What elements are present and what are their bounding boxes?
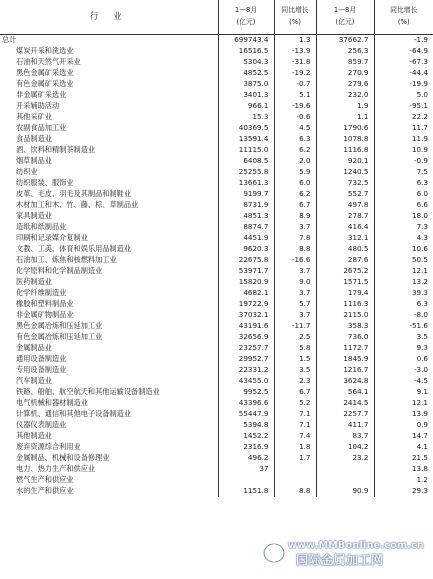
growth-cell-1: -0.7 (274, 79, 316, 90)
growth-cell-1: 6.7 (274, 200, 316, 211)
growth-cell-2: 9.3 (374, 343, 433, 354)
growth-cell-1: -13.9 (274, 46, 316, 57)
growth-cell-2: 0.9 (374, 420, 433, 431)
value-cell-2: 416.4 (316, 222, 374, 233)
growth-cell-1: 5.1 (274, 90, 316, 101)
watermark-name: 国际金属加工网 (296, 553, 384, 567)
growth-cell-2: -51.6 (374, 321, 433, 332)
growth-cell-2: 18.0 (374, 211, 433, 222)
table-row (0, 376, 433, 387)
value-cell-2: 1216.7 (316, 365, 374, 376)
industry-name-cell: 印刷和记录媒介复制业 (16, 233, 88, 243)
value-cell-2: 232.0 (316, 90, 374, 101)
value-cell-1: 37 (218, 464, 274, 475)
header-growth-1: 同比增长 (281, 6, 309, 15)
value-cell-2: 287.6 (316, 255, 374, 266)
value-cell-1: 32656.9 (218, 332, 274, 343)
growth-cell-1: 8.8 (274, 486, 316, 497)
value-cell-2: 23.2 (316, 453, 374, 464)
growth-cell-2: 10.6 (374, 244, 433, 255)
industry-name-cell: 废弃资源综合利用业 (16, 442, 81, 452)
growth-cell-1: 1.7 (274, 453, 316, 464)
growth-column-header-2 (374, 0, 433, 34)
value-cell-1: 4682.1 (218, 288, 274, 299)
growth-cell-2: 11.9 (374, 134, 433, 145)
industry-name-cell: 皮革、毛皮、羽毛及其制品和制鞋业 (16, 189, 132, 199)
value-cell-1: 25255.8 (218, 167, 274, 178)
growth-cell-2: 6.3 (374, 178, 433, 189)
value-cell-1: 5394.8 (218, 420, 274, 431)
industry-name-cell: 黑色金属冶炼和压延加工业 (16, 321, 103, 331)
industry-name-cell: 农副食品加工业 (16, 123, 67, 133)
growth-cell-2: -0.9 (374, 156, 433, 167)
industry-name-cell: 仪器仪表制造业 (16, 420, 67, 430)
industry-name-cell: 专用设备制造业 (16, 365, 67, 375)
value-cell-2: 736.0 (316, 332, 374, 343)
growth-cell-2: 29.3 (374, 486, 433, 497)
industry-name-cell: 非金属矿物制品业 (16, 310, 74, 320)
value-cell-2: 1240.5 (316, 167, 374, 178)
value-cell-1: 19722.9 (218, 299, 274, 310)
growth-cell-2: 4.3 (374, 233, 433, 244)
growth-cell-2: 13.2 (374, 277, 433, 288)
value-cell-2: 1078.8 (316, 134, 374, 145)
value-cell-1: 2316.9 (218, 442, 274, 453)
growth-cell-2: 6.6 (374, 200, 433, 211)
value-cell-1: 43455.0 (218, 376, 274, 387)
growth-cell-1: 3.7 (274, 310, 316, 321)
value-cell-1: 53971.7 (218, 266, 274, 277)
growth-cell-2: -95.1 (374, 101, 433, 112)
value-cell-1: 16516.5 (218, 46, 274, 57)
growth-cell-2: -8.0 (374, 310, 433, 321)
value-cell-1: 15.3 (218, 112, 274, 123)
value-cell-1: 4451.9 (218, 233, 274, 244)
growth-cell-1: 7.4 (274, 431, 316, 442)
value-cell-1: 13661.3 (218, 178, 274, 189)
industry-name-cell: 水的生产和供应业 (16, 486, 74, 496)
value-cell-2: 2675.2 (316, 266, 374, 277)
value-cell-2: 497.8 (316, 200, 374, 211)
header-percent-1: (%) (289, 18, 301, 27)
growth-cell-2: 11.7 (374, 123, 433, 134)
value-cell-1: 496.2 (218, 453, 274, 464)
industry-name-cell: 有色金属冶炼和压延加工业 (16, 332, 103, 342)
table-row (0, 453, 433, 464)
value-cell-1: 43191.6 (218, 321, 274, 332)
table-row (0, 112, 433, 123)
globe-logo-icon (262, 542, 288, 564)
value-cell-1: 966.1 (218, 101, 274, 112)
industry-name-cell: 烟草制品业 (16, 156, 52, 166)
industry-name-cell: 电气机械和器材制造业 (16, 398, 88, 408)
growth-cell-2: -67.3 (374, 57, 433, 68)
value-cell-1: 1452.2 (218, 431, 274, 442)
industry-name-cell: 非金属矿采选业 (16, 90, 67, 100)
table-row (0, 101, 433, 112)
industry-name-cell: 其他制造业 (16, 431, 52, 441)
growth-cell-1: 2.3 (274, 376, 316, 387)
growth-cell-1: 5.2 (274, 398, 316, 409)
growth-cell-2: -19.9 (374, 79, 433, 90)
industry-name-cell: 开采辅助活动 (16, 101, 60, 111)
table-row (0, 310, 433, 321)
table-row (0, 211, 433, 222)
table-row (0, 486, 433, 497)
value-cell-2 (316, 464, 374, 475)
growth-cell-1: 6.3 (274, 134, 316, 145)
growth-cell-1: 2.5 (274, 332, 316, 343)
growth-cell-2: 12.1 (374, 266, 433, 277)
industry-name-cell: 石油加工、炼焦和核燃料加工业 (16, 255, 117, 265)
growth-cell-2: -3.0 (374, 365, 433, 376)
growth-cell-1: -31.8 (274, 57, 316, 68)
table-row (0, 365, 433, 376)
industry-name-cell: 造纸和纸制品业 (16, 222, 67, 232)
industry-name-cell: 石油和天然气开采业 (16, 57, 81, 67)
value-cell-1: 9952.5 (218, 387, 274, 398)
growth-cell-2: 0.6 (374, 354, 433, 365)
industry-name-cell: 文教、工美、体育和娱乐用品制造业 (16, 244, 132, 254)
table-row (0, 46, 433, 57)
watermark-site: www.MMBonline.com.cn (288, 540, 425, 551)
value-cell-2: 256.3 (316, 46, 374, 57)
value-cell-1: 55447.9 (218, 409, 274, 420)
value-column-header-2 (316, 0, 374, 34)
industry-name-cell: 家具制造业 (16, 211, 52, 221)
value-cell-2: 1.9 (316, 101, 374, 112)
industry-name-cell: 有色金属矿采选业 (16, 79, 74, 89)
header-period-1: 1—8月 (234, 6, 258, 15)
value-cell-1: 40369.5 (218, 123, 274, 134)
industry-name-cell: 金属制品、机械和设备修理业 (16, 453, 110, 463)
table-row (0, 387, 433, 398)
growth-cell-2: 39.3 (374, 288, 433, 299)
value-column-header-1 (218, 0, 274, 34)
growth-cell-1: 7.8 (274, 233, 316, 244)
growth-cell-2: 3.5 (374, 332, 433, 343)
industry-name-cell: 计算机、通信和其他电子设备制造业 (16, 409, 132, 419)
table-row (0, 123, 433, 134)
table-body (0, 34, 433, 497)
growth-cell-1: -19.2 (274, 68, 316, 79)
industry-name-cell: 汽车制造业 (16, 376, 52, 386)
table-row (0, 79, 433, 90)
table-row (0, 244, 433, 255)
value-cell-2: 552.7 (316, 189, 374, 200)
growth-cell-2: -64.9 (374, 46, 433, 57)
value-cell-1: 37032.1 (218, 310, 274, 321)
value-cell-2: 2257.7 (316, 409, 374, 420)
table-row (0, 442, 433, 453)
value-cell-2: 564.1 (316, 387, 374, 398)
value-cell-1: 8874.7 (218, 222, 274, 233)
value-cell-1: 9620.3 (218, 244, 274, 255)
table-row (0, 475, 433, 486)
value-cell-1: 29952.7 (218, 354, 274, 365)
growth-cell-2: 6.3 (374, 299, 433, 310)
value-cell-2: 1116.3 (316, 299, 374, 310)
value-cell-2: 859.7 (316, 57, 374, 68)
growth-cell-2: 13.9 (374, 409, 433, 420)
table-row (0, 145, 433, 156)
table-row (0, 277, 433, 288)
growth-cell-1: 1.3 (274, 34, 316, 46)
table-row (0, 189, 433, 200)
growth-cell-1: 5.9 (274, 167, 316, 178)
table-row (0, 409, 433, 420)
table-row (0, 299, 433, 310)
growth-cell-1: 6.7 (274, 387, 316, 398)
growth-cell-1: -19.6 (274, 101, 316, 112)
table-row (0, 431, 433, 442)
growth-cell-2: 21.5 (374, 453, 433, 464)
growth-cell-2: 50.5 (374, 255, 433, 266)
value-cell-1: 43396.6 (218, 398, 274, 409)
growth-cell-1: 7.1 (274, 409, 316, 420)
table-row (0, 420, 433, 431)
value-cell-1: 22675.8 (218, 255, 274, 266)
growth-cell-1: 5.8 (274, 343, 316, 354)
value-cell-1: 8731.9 (218, 200, 274, 211)
growth-cell-1: 9.0 (274, 277, 316, 288)
value-cell-2: 1172.7 (316, 343, 374, 354)
value-cell-2: 312.1 (316, 233, 374, 244)
growth-cell-1: -0.6 (274, 112, 316, 123)
header-percent-2: (%) (397, 18, 410, 27)
header-period-2: 1—8月 (333, 6, 357, 15)
value-cell-1: 6408.5 (218, 156, 274, 167)
value-cell-2: 104.2 (316, 442, 374, 453)
growth-cell-1: 8.9 (274, 211, 316, 222)
industry-name-cell: 燃气生产和供应业 (16, 475, 74, 485)
industry-name-cell: 纺织业 (16, 167, 38, 177)
value-cell-2: 1.1 (316, 112, 374, 123)
industry-name-cell: 铁路、船舶、航空航天和其他运输设备制造业 (16, 387, 160, 397)
value-cell-1: 15820.9 (218, 277, 274, 288)
value-cell-1: 22331.2 (218, 365, 274, 376)
value-cell-1: 4852.5 (218, 68, 274, 79)
growth-cell-1: 8.8 (274, 244, 316, 255)
industry-name-cell: 金属制品业 (16, 343, 52, 353)
value-cell-1: 4851.3 (218, 211, 274, 222)
value-cell-2: 2115.0 (316, 310, 374, 321)
header-row (0, 0, 433, 34)
table-row (0, 200, 433, 211)
industry-name-cell: 纺织服装、服饰业 (16, 178, 74, 188)
growth-cell-1: 2.0 (274, 156, 316, 167)
growth-cell-2: -1.9 (374, 34, 433, 46)
growth-cell-2: 9.1 (374, 387, 433, 398)
growth-cell-1: 6.2 (274, 145, 316, 156)
table-row (0, 343, 433, 354)
growth-cell-2: 10.9 (374, 145, 433, 156)
industry-name-cell: 黑色金属矿采选业 (16, 68, 74, 78)
value-cell-1: 9199.7 (218, 189, 274, 200)
table-row (0, 134, 433, 145)
value-cell-2: 411.7 (316, 420, 374, 431)
value-cell-2: 1845.9 (316, 354, 374, 365)
value-cell-1: 3401.3 (218, 90, 274, 101)
industry-name-cell: 其他采矿业 (16, 112, 52, 122)
value-cell-2: 83.7 (316, 431, 374, 442)
value-cell-2: 270.9 (316, 68, 374, 79)
value-cell-2: 358.3 (316, 321, 374, 332)
table-row (0, 68, 433, 79)
industry-name-cell: 总计 (2, 35, 17, 45)
growth-cell-2: -44.4 (374, 68, 433, 79)
value-cell-1: 3875.0 (218, 79, 274, 90)
growth-cell-2: 14.7 (374, 431, 433, 442)
industry-name-cell: 橡胶和塑料制品业 (16, 299, 74, 309)
table-row (0, 398, 433, 409)
value-cell-2: 732.5 (316, 178, 374, 189)
industry-name-cell: 酒、饮料和精制茶制造业 (16, 145, 96, 155)
site-watermark (262, 540, 430, 566)
growth-cell-1: 1.5 (274, 354, 316, 365)
table-row (0, 156, 433, 167)
growth-cell-1: 3.7 (274, 288, 316, 299)
table-row (0, 321, 433, 332)
growth-cell-2: 1.2 (374, 475, 433, 486)
growth-cell-2: 5.0 (374, 90, 433, 101)
total-row (0, 34, 433, 46)
growth-cell-2: 7.5 (374, 167, 433, 178)
table-row (0, 288, 433, 299)
value-cell-2: 1116.8 (316, 145, 374, 156)
industry-name-cell: 煤炭开采和洗选业 (16, 46, 74, 56)
growth-cell-1: -11.7 (274, 321, 316, 332)
industry-column-header: 行 业 (0, 0, 218, 34)
table-row (0, 57, 433, 68)
value-cell-2: 90.9 (316, 486, 374, 497)
value-cell-2: 1571.5 (316, 277, 374, 288)
industry-name-cell: 电力、热力生产和供应业 (16, 464, 96, 474)
value-cell-2: 2414.5 (316, 398, 374, 409)
value-cell-1: 23257.7 (218, 343, 274, 354)
industry-name-cell: 木材加工和木、竹、藤、棕、草制品业 (16, 200, 139, 210)
growth-cell-1 (274, 475, 316, 486)
industry-name-cell: 医药制造业 (16, 277, 52, 287)
growth-cell-1: 1.8 (274, 442, 316, 453)
growth-cell-1: 3.7 (274, 222, 316, 233)
growth-cell-1: 4.5 (274, 123, 316, 134)
value-cell-1: 699743.4 (218, 34, 274, 46)
header-growth-2: 同比增长 (390, 6, 418, 15)
growth-cell-1 (274, 464, 316, 475)
value-cell-2: 37662.7 (316, 34, 374, 46)
value-cell-2: 480.5 (316, 244, 374, 255)
growth-column-header-1 (274, 0, 316, 34)
value-cell-2 (316, 475, 374, 486)
table-row (0, 167, 433, 178)
value-cell-2: 278.7 (316, 211, 374, 222)
table-row (0, 354, 433, 365)
growth-cell-1: 3.5 (274, 365, 316, 376)
value-cell-2: 920.1 (316, 156, 374, 167)
growth-cell-2: -4.5 (374, 376, 433, 387)
value-cell-2: 1790.6 (316, 123, 374, 134)
header-unit-2: (亿元) (335, 18, 355, 27)
growth-cell-2: 22.2 (374, 112, 433, 123)
growth-cell-1: 7.1 (274, 420, 316, 431)
table-row (0, 233, 433, 244)
table-row (0, 464, 433, 475)
growth-cell-2: 6.0 (374, 189, 433, 200)
value-cell-1: 13591.4 (218, 134, 274, 145)
growth-cell-2: 7.3 (374, 222, 433, 233)
table-header (0, 0, 433, 34)
growth-cell-1: 6.0 (274, 178, 316, 189)
value-cell-2: 3624.8 (316, 376, 374, 387)
growth-cell-1: 3.7 (274, 266, 316, 277)
industry-name-cell: 化学纤维制造业 (16, 288, 67, 298)
industry-name-cell: 食品制造业 (16, 134, 52, 144)
growth-cell-1: 5.7 (274, 299, 316, 310)
table-row (0, 178, 433, 189)
value-cell-2: 179.4 (316, 288, 374, 299)
table-row (0, 266, 433, 277)
value-cell-1: 1151.8 (218, 486, 274, 497)
table-row (0, 90, 433, 101)
header-unit-1: (亿元) (236, 18, 256, 27)
growth-cell-2: 13.8 (374, 464, 433, 475)
growth-cell-2: 4.1 (374, 442, 433, 453)
industry-name-cell: 化学原料和化学制品制造业 (16, 266, 103, 276)
value-cell-2: 279.6 (316, 79, 374, 90)
growth-cell-1: -16.6 (274, 255, 316, 266)
industry-name-cell: 通用设备制造业 (16, 354, 67, 364)
table-row (0, 332, 433, 343)
table-row (0, 222, 433, 233)
value-cell-1 (218, 475, 274, 486)
value-cell-1: 5304.3 (218, 57, 274, 68)
value-cell-1: 11115.0 (218, 145, 274, 156)
growth-cell-2: 12.1 (374, 398, 433, 409)
table-row (0, 255, 433, 266)
growth-cell-1: 6.2 (274, 189, 316, 200)
